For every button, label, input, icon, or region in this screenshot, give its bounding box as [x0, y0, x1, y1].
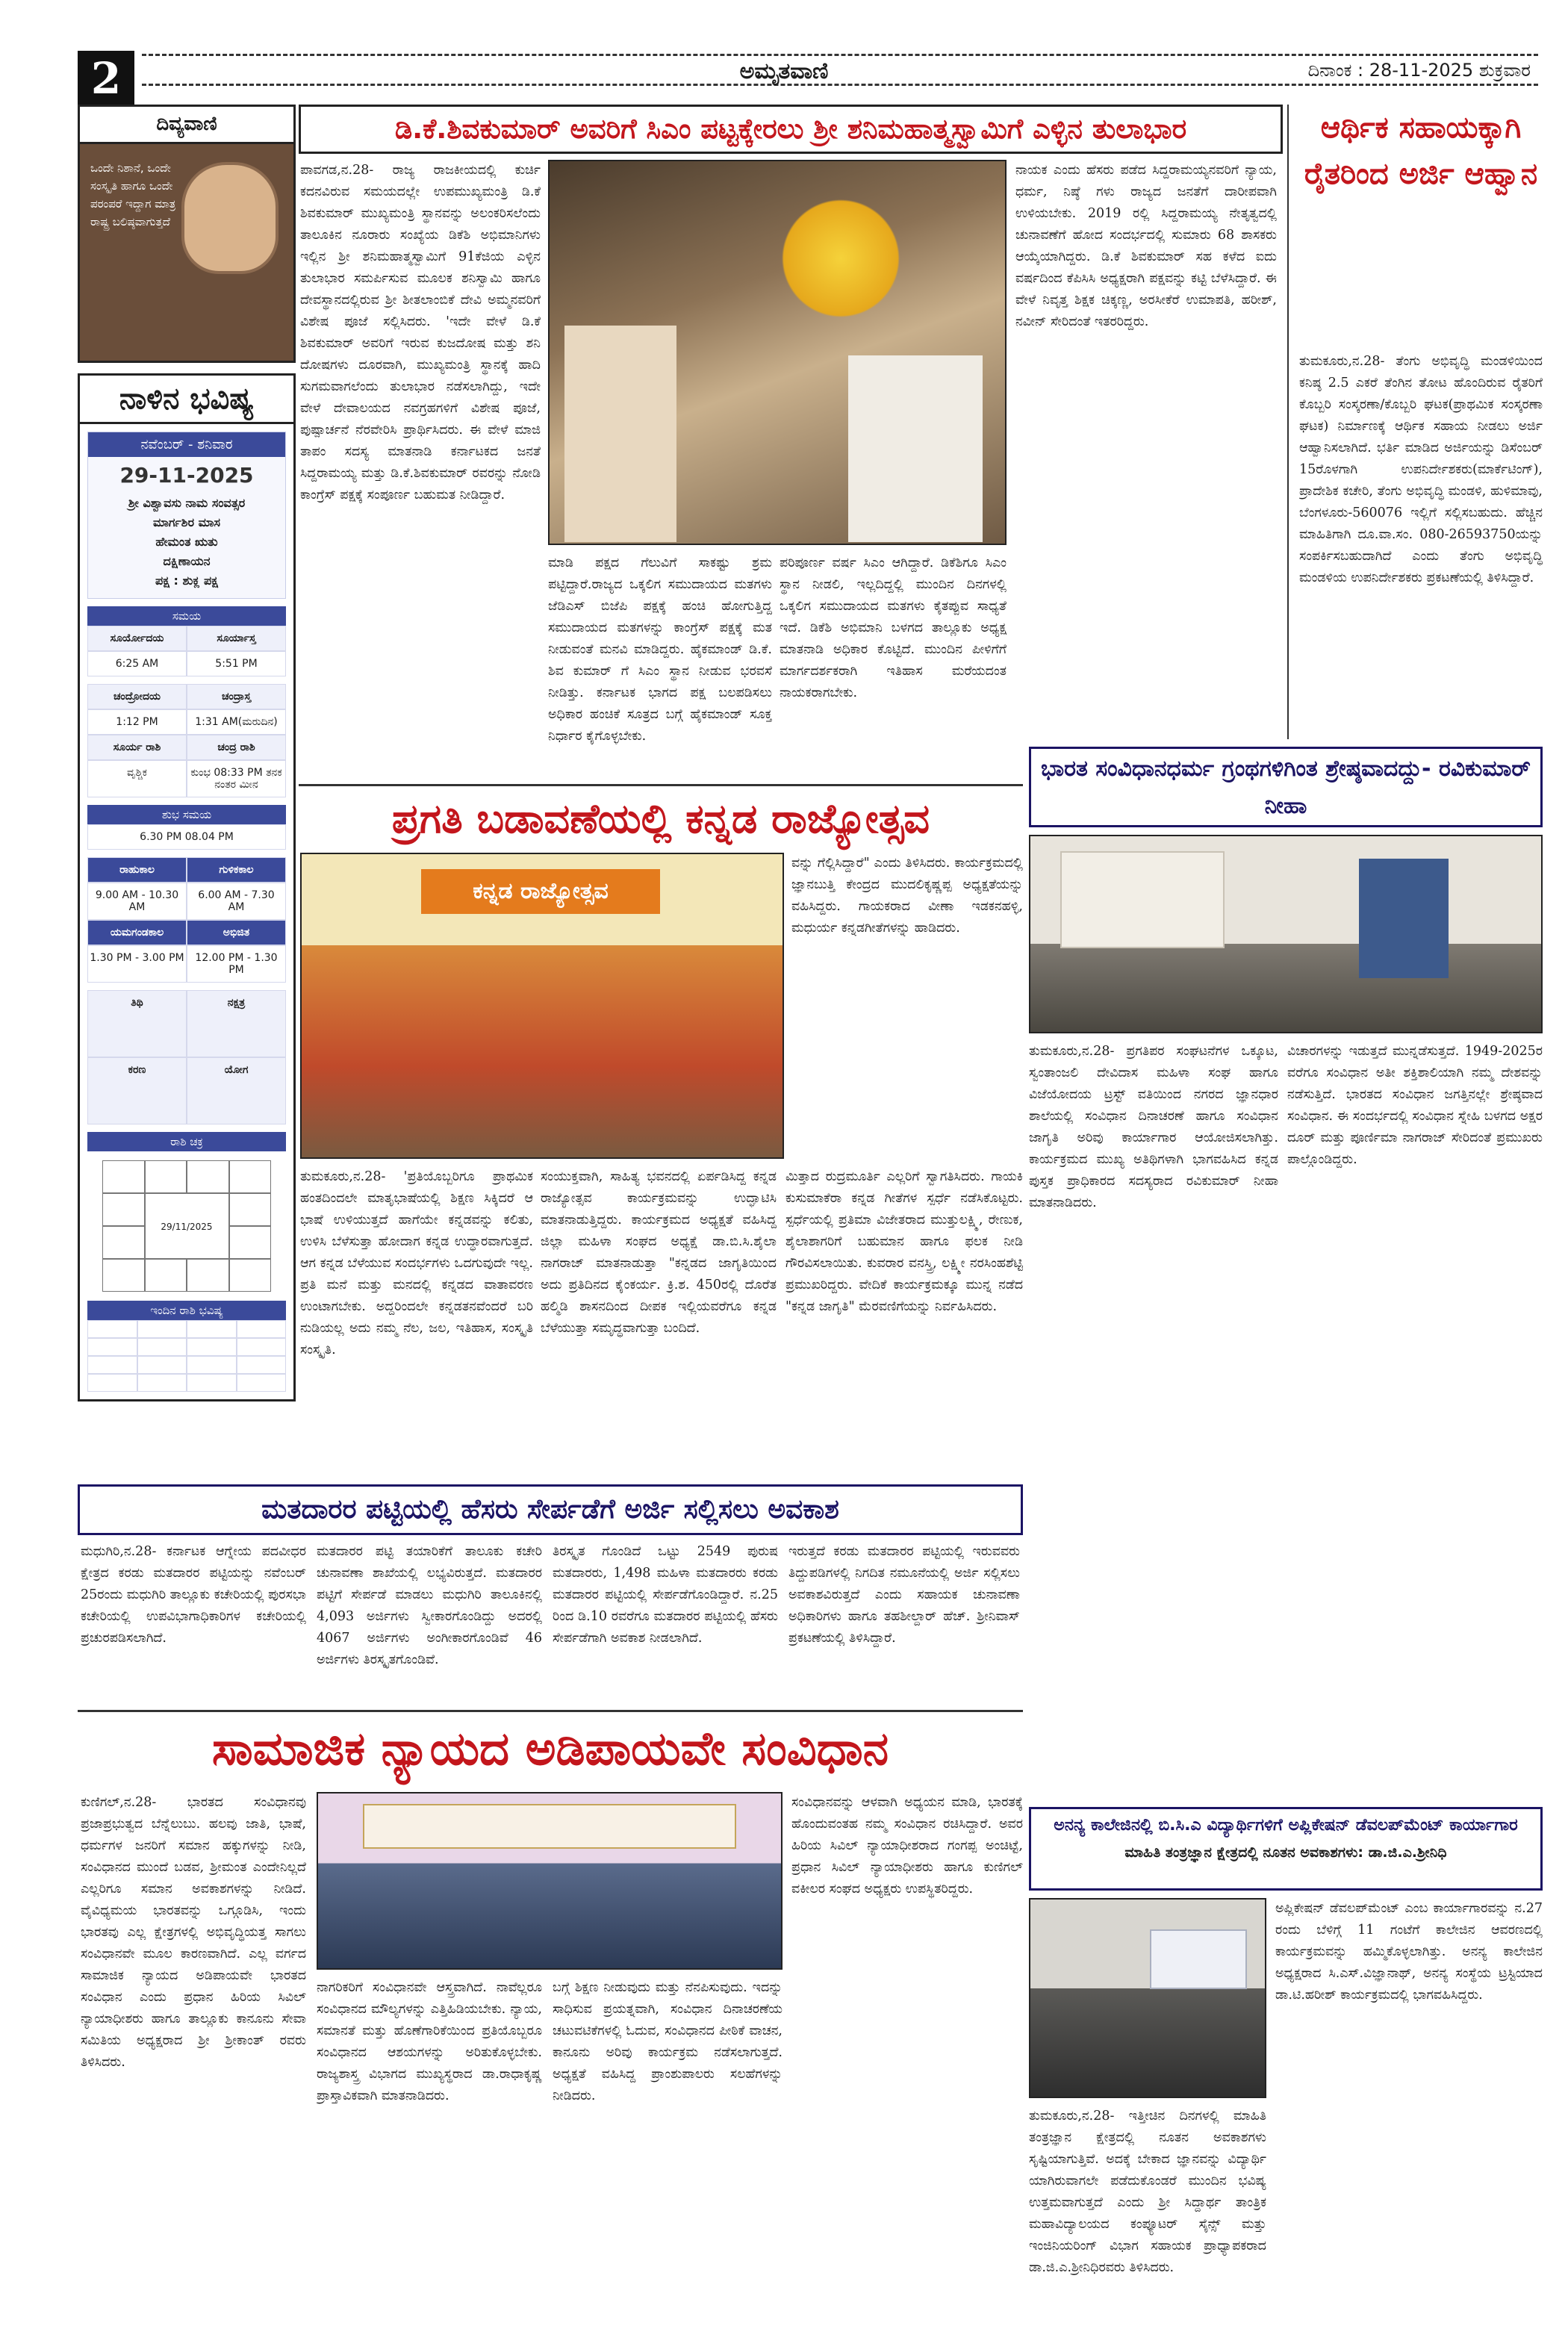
- rashi-table-cell: [187, 1320, 237, 1338]
- headline-ananya-box: [1029, 1807, 1543, 1891]
- article-samajika-col3: ಬಗ್ಗೆ ಶಿಕ್ಷಣ ನೀಡುವುದು ಮತ್ತು ನೆನಪಿಸುವುದು. ಇದನ್ನು ಸಾಧಿಸುವ ಪ್ರಯತ್ನವಾಗಿ, ಸಂವಿಧಾನ ದಿನಾಚರಣೆಯ ಚಟುವಟಿಕೆಗಳಲ್ಲಿ ಓದುವ, ಸಂವಿಧಾನದ ಪೀಠಿಕೆ ವಾಚನ, ಕಾನೂನು ಅರಿವು ಕಾರ್ಯಕ್ರಮ ನಡೆಸಲಾಗುತ್ತದೆ. ಅಧ್ಯಕ್ಷತೆ ವಹಿಸಿದ್ದ ಪ್ರಾಂಶುಪಾಲರು ಸಲಹೆಗಳನ್ನು ನೀಡಿದರು.: [553, 1980, 783, 2103]
- chandra-rashi-value: ಕುಂಭ 08:33 PM ತನಕ ನಂತರ ಮೀನ: [187, 760, 286, 797]
- article-samajika-col1: ಕುಣಿಗಲ್,ನ.28- ಭಾರತದ ಸಂವಿಧಾನವು ಪ್ರಜಾಪ್ರಭುತ್ವದ ಬೆನ್ನೆಲುಬು. ಹಲವು ಜಾತಿ, ಭಾಷೆ, ಧರ್ಮಗಳ ಜನರಿಗೆ ಸಮಾನ ಹಕ್ಕುಗಳನ್ನು ನೀಡಿ, ಸಂವಿಧಾನದ ಮುಂದೆ ಬಡವ, ಶ್ರೀಮಂತ ಎಂದೇನಿಲ್ಲದೆ ಎಲ್ಲರಿಗೂ ಸಮಾನ ಅವಕಾಶಗಳನ್ನು ನೀಡಿದೆ. ವೈವಿಧ್ಯಮಯ ಭಾರತವನ್ನು ಒಗ್ಗೂಡಿಸಿ, ಇಂದು ಭಾರತವು ಎಲ್ಲ ಕ್ಷೇತ್ರಗಳಲ್ಲಿ ಅಭಿವೃದ್ಧಿಯತ್ತ ಸಾಗಲು ಸಂವಿಧಾನವೇ ಮೂಲ ಕಾರಣವಾಗಿದೆ. ಎಲ್ಲ ವರ್ಗದ ಸಾಮಾಜಿಕ ನ್ಯಾಯದ ಅಡಿಪಾಯವೇ ಭಾರತದ ಸಂವಿಧಾನ ಎಂದು ಪ್ರಧಾನ ಹಿರಿಯ ಸಿವಿಲ್ ನ್ಯಾಯಾಧೀಶರು ಹಾಗೂ ತಾಲ್ಲೂಕು ಕಾನೂನು ಸೇವಾ ಸಮಿತಿಯ ಅಧ್ಯಕ್ಷರಾದ ಶ್ರೀ ಶ್ರೀಕಾಂತ್ ರವರು ತಿಳಿಸಿದರು.: [81, 1795, 306, 2070]
- ananya-photo: [1029, 1898, 1266, 2098]
- rashi-center: 29/11/2025: [145, 1193, 229, 1259]
- rashi-cell: [187, 1160, 229, 1193]
- rashi-cell: [229, 1226, 272, 1259]
- rashi-table-cell: [237, 1374, 287, 1392]
- sunrise-value: 6:25 AM: [87, 651, 187, 676]
- headline-samajika: ಸಾಮಾಜಿಕ ನ್ಯಾಯದ ಅಡಿಪಾಯವೇ ಸಂವಿಧಾನ: [211, 1721, 889, 1776]
- nakshatra-label: ನಕ್ಷತ್ರ: [187, 990, 286, 1057]
- divyavani-image: [80, 144, 293, 361]
- article-shivakumar-col3: ಪರಿಪೂರ್ಣ ವರ್ಷ ಸಿಎಂ ಆಗಿದ್ದಾರೆ. ಡಿಕೆಶಿಗೂ ಸಿಎಂ ಸ್ಥಾನ ನೀಡಲಿ, ಇಲ್ಲದಿದ್ದಲ್ಲಿ ಮುಂದಿನ ದಿನಗಳಲ್ಲಿ ಒಕ್ಕಲಿಗ ಸಮುದಾಯದ ಮತಗಳು ಕೈತಪ್ಪುವ ಸಾಧ್ಯತೆ ಇದೆ. ಡಿಕೆಶಿ ಅಭಿಮಾನಿ ಬಳಗದ ತಾಲ್ಲೂಕು ಅಧ್ಯಕ್ಷ ಮಾತನಾಡಿ ಅಧಿಕಾರ ಕೊಟ್ಟಿದೆ. ಮುಂದಿನ ಪೀಳಿಗೆಗೆ ಮಾರ್ಗದರ್ಶಕರಾಗಿ ಇತಿಹಾಸ ಮರೆಯದಂತ ನಾಯಕರಾಗಬೇಕು.: [780, 556, 1007, 700]
- sun-grid: [87, 626, 286, 676]
- banner-icon: [1060, 851, 1225, 948]
- rashi-table-cell: [137, 1320, 187, 1338]
- shubha-value: 6.30 PM 08.04 PM: [87, 824, 286, 850]
- rashi-table-cell: [237, 1356, 287, 1374]
- article-samvidhana-dharma-col2: ವಿಚಾರಗಳನ್ನು ಇಡುತ್ತದೆ ಮುನ್ನಡೆಸುತ್ತದೆ. 1949-2025ರ ವರೆಗೂ ಸಂವಿಧಾನ ಅತೀ ಶಕ್ತಿಶಾಲಿಯಾಗಿ ನಮ್ಮ ದೇಶವನ್ನು ನಡೆಸುತ್ತಿದೆ. ಭಾರತದ ಸಂವಿಧಾನ ಜಗತ್ತಿನಲ್ಲೇ ಶ್ರೇಷ್ಠವಾದ ಸಂವಿಧಾನ. ಈ ಸಂದರ್ಭದಲ್ಲಿ ಸಂವಿಧಾನ ಸ್ನೇಹಿ ಬಳಗದ ಅಕ್ಷರ ದೂರ್ ಮತ್ತು ಪೂರ್ಣಿಮಾ ನಾಗರಾಜ್ ಸೇರಿದಂತೆ ಪ್ರಮುಖರು ಪಾಲ್ಗೊಂಡಿದ್ದರು.: [1287, 1044, 1543, 1167]
- yama-value: 1.30 PM - 3.00 PM: [87, 945, 187, 983]
- rashi-chakra-label: ರಾಶಿ ಚಕ್ರ: [87, 1132, 286, 1151]
- panchanga-card: [87, 432, 286, 599]
- rashi-table-cell: [237, 1338, 287, 1356]
- rahu-label: ರಾಹುಕಾಲ: [87, 857, 187, 883]
- karana-label: ಕರಣ: [87, 1057, 187, 1124]
- panchanga-line: ಶ್ರೀ ವಿಶ್ವಾವಸು ನಾಮ ಸಂವತ್ಸರ: [128, 496, 246, 510]
- divyavani-box: [78, 105, 296, 363]
- rashi-table-cell: [87, 1338, 137, 1356]
- surya-rashi-label: ಸೂರ್ಯ ರಾಶಿ: [87, 735, 187, 760]
- tithi-label: ತಿಥಿ: [87, 990, 187, 1057]
- section-rule: [78, 1710, 1023, 1712]
- subhead-ananya: ಮಾಹಿತಿ ತಂತ್ರಜ್ಞಾನ ಕ್ಷೇತ್ರದಲ್ಲಿ ನೂತನ ಅವಕಾಶಗಳು: ಡಾ.ಜಿ.ಎ.ಶ್ರೀನಿಧಿ: [1124, 1844, 1447, 1861]
- panchanga-head: ನವೆಂಬರ್ - ಶನಿವಾರ: [88, 432, 285, 457]
- article-pragati-col2: ಸಂಯುಕ್ತವಾಗಿ, ಸಾಹಿತ್ಯ ಭವನದಲ್ಲಿ ಏರ್ಪಡಿಸಿದ್ದ ಕನ್ನಡ ರಾಜ್ಯೋತ್ಸವ ಕಾರ್ಯಕ್ರಮವನ್ನು ಉದ್ಘಾಟಿಸಿ ಮಾತನಾಡುತ್ತಿದ್ದರು. ಕಾರ್ಯಕ್ರಮದ ಅಧ್ಯಕ್ಷತೆ ವಹಿಸಿದ್ದ ಜಿಲ್ಲಾ ಮಹಿಳಾ ಸಂಘದ ಅಧ್ಯಕ್ಷೆ ಡಾ.ಬಿ.ಸಿ.ಶೈಲಾ ನಾಗರಾಜ್ ಮಾತನಾಡುತ್ತಾ "ಕನ್ನಡದ ಜಾಗೃತಿಯಿಂದ ಅದು ಪ್ರತಿದಿನದ ಕೈಂಕರ್ಯ. ಕ್ರಿ.ಶ. 450ರಲ್ಲಿ ದೊರೆತ ಹಲ್ಮಿಡಿ ಶಾಸನದಿಂದ ದೀಪಕ ಇಲ್ಲಿಯವರೆಗೂ ಕನ್ನಡ ಬೆಳೆಯುತ್ತಾ ಸಮೃದ್ಧವಾಗುತ್ತಾ ಬಂದಿದೆ.: [541, 1169, 777, 1336]
- rashi-table-cell: [87, 1320, 137, 1338]
- article-samvidhana-dharma-col1: ತುಮಕೂರು,ನ.28- ಪ್ರಗತಿಪರ ಸಂಘಟನೆಗಳ ಒಕ್ಕೂಟ, ಸ್ವಂತಾಂಜಲಿ ದೇವಿದಾಸ ಮಹಿಳಾ ಸಂಘ ಹಾಗೂ ವಿಜೆಯೋದಯ ಟ್ರಸ್ಟ್ ವತಿಯಿಂದ ನಗರದ ಜ್ಞಾನಧಾರ ಶಾಲೆಯಲ್ಲಿ ಸಂವಿಧಾನ ದಿನಾಚರಣೆ ಹಾಗೂ ಸಂವಿಧಾನ ಜಾಗೃತಿ ಅರಿವು ಕಾರ್ಯಾಗಾರ ಆಯೋಜಿಸಲಾಗಿತ್ತು. ಕಾರ್ಯಕ್ರಮದ ಮುಖ್ಯ ಅತಿಥಿಗಳಾಗಿ ಭಾಗವಹಿಸಿದ ಕನ್ನಡ ಪುಸ್ತಕ ಪ್ರಾಧಿಕಾರದ ಸದಸ್ಯರಾದ ರವಿಕುಮಾರ್ ನೀಹಾ ಮಾತನಾಡಿದರು.: [1029, 1044, 1278, 1210]
- portrait-icon: [181, 162, 279, 274]
- masthead-rule-top: [142, 54, 1538, 56]
- rashi-table-cell: [87, 1374, 137, 1392]
- panchanga-line: ದಕ್ಷಿಣಾಯನ: [163, 554, 211, 568]
- garland-icon: [774, 191, 908, 326]
- samvidhana-photo: [1029, 835, 1543, 1033]
- person-figure-icon: [564, 326, 676, 542]
- panchanga-line: ಪಕ್ಷ : ಶುಕ್ಲ ಪಕ್ಷ: [155, 573, 218, 588]
- article-shivakumar-col2: ಮಾಡಿ ಪಕ್ಷದ ಗೆಲುವಿಗೆ ಸಾಕಷ್ಟು ಶ್ರಮ ಪಟ್ಟಿದ್ದಾರೆ.ರಾಜ್ಯದ ಒಕ್ಕಲಿಗ ಸಮುದಾಯದ ಮತಗಳು ಜೆಡಿಎಸ್ ಬಿಜೆಪಿ ಪಕ್ಷಕ್ಕೆ ಹಂಚಿ ಹೋಗುತ್ತಿದ್ದ ಸಮುದಾಯದ ಮತಗಳನ್ನು ಕಾಂಗ್ರೆಸ್ ಪಕ್ಷಕ್ಕೆ ಮತ ನೀಡುವಂತೆ ಮನವಿ ಮಾಡಿದ್ದರು. ಹೈಕಮಾಂಡ್ ಡಿ.ಕೆ. ಶಿವ ಕುಮಾರ್ ಗೆ ಸಿಎಂ ಸ್ಥಾನ ನೀಡುವ ಭರವಸೆ ನೀಡಿತ್ತು. ಕರ್ನಾಟಕ ಭಾಗದ ಪಕ್ಷ ಬಲಪಡಿಸಲು ಅಧಿಕಾರ ಹಂಚಿಕೆ ಸೂತ್ರದ ಬಗ್ಗೆ ಹೈಕಮಾಂಡ್ ಸೂಕ್ತ ನಿರ್ಧಾರ ಕೈಗೊಳ್ಳಬೇಕು.: [548, 556, 772, 744]
- abhijit-label: ಅಭಿಜಿತ: [187, 920, 286, 945]
- yama-label: ಯಮಗಂಡಕಾಲ: [87, 920, 187, 945]
- article-samajika-col2: ನಾಗರಿಕರಿಗೆ ಸಂವಿಧಾನವೇ ಆಸ್ತ್ರವಾಗಿದೆ. ನಾವೆಲ್ಲರೂ ಸಂವಿಧಾನದ ಮೌಲ್ಯಗಳನ್ನು ಎತ್ತಿಹಿಡಿಯಬೇಕು. ನ್ಯಾಯ, ಸಮಾನತೆ ಮತ್ತು ಹೊಣೆಗಾರಿಕೆಯಿಂದ ಪ್ರತಿಯೊಬ್ಬರೂ ಸಂವಿಧಾನದ ಆಶಯಗಳನ್ನು ಅರಿತುಕೊಳ್ಳಬೇಕು. ರಾಜ್ಯಶಾಸ್ತ್ರ ವಿಭಾಗದ ಮುಖ್ಯಸ್ಥರಾದ ಡಾ.ರಾಧಾಕೃಷ್ಣ ಪ್ರಾಸ್ತಾವಿಕವಾಗಿ ಮಾತನಾಡಿದರು.: [317, 1980, 542, 2103]
- rahu-value: 9.00 AM - 10.30 AM: [87, 883, 187, 920]
- gulika-value: 6.00 AM - 7.30 AM: [187, 883, 286, 920]
- article-rythara-body: ತುಮಕೂರು,ನ.28- ತೆಂಗು ಅಭಿವೃದ್ಧಿ ಮಂಡಳಿಯಿಂದ ಕನಿಷ್ಠ 2.5 ಎಕರೆ ತೆಂಗಿನ ತೋಟ ಹೊಂದಿರುವ ರೈತರಿಗೆ ಕೊಬ್ಬರಿ ಸಂಸ್ಕರಣಾ/ಕೊಬ್ಬರಿ ಘಟಕ(ಪ್ರಾಥಮಿಕ ಸಂಸ್ಕರಣಾ ಘಟಕ) ನಿರ್ಮಾಣಕ್ಕೆ ಆರ್ಥಿಕ ಸಹಾಯ ನೀಡಲು ಅರ್ಜಿ ಆಹ್ವಾನಿಸಲಾಗಿದೆ. ಭರ್ತಿ ಮಾಡಿದ ಅರ್ಜಿಯನ್ನು ಡಿಸೆಂಬರ್ 15ರೊಳಗಾಗಿ ಉಪನಿರ್ದೇಶಕರು(ಮಾರ್ಕೆಟಿಂಗ್), ಪ್ರಾದೇಶಿಕ ಕಚೇರಿ, ತೆಂಗು ಅಭಿವೃದ್ಧಿ ಮಂಡಳಿ, ಹುಳಿಮಾವು, ಬೆಂಗಳೂರು-560076 ಇಲ್ಲಿಗೆ ಸಲ್ಲಿಸಬಹುದು. ಹೆಚ್ಚಿನ ಮಾಹಿತಿಗಾಗಿ ದೂ.ವಾ.ಸಂ. 080-26593750ಯನ್ನು ಸಂಪರ್ಕಿಸಬಹುದಾಗಿದೆ ಎಂದು ತೆಂಗು ಅಭಿವೃದ್ಧಿ ಮಂಡಳಿಯ ಉಪನಿರ್ದೇಶಕರು ಪ್ರಕಟಣೆಯಲ್ಲಿ ತಿಳಿಸಿದ್ದಾರೆ.: [1299, 354, 1543, 585]
- article-ananya-col1: ತುಮಕೂರು,ನ.28- ಇತ್ತೀಚಿನ ದಿನಗಳಲ್ಲಿ ಮಾಹಿತಿ ತಂತ್ರಜ್ಞಾನ ಕ್ಷೇತ್ರದಲ್ಲಿ ನೂತನ ಅವಕಾಶಗಳು ಸೃಷ್ಟಿಯಾಗುತ್ತಿವೆ. ಅದಕ್ಕೆ ಬೇಕಾದ ಜ್ಞಾನವನ್ನು ವಿದ್ಯಾರ್ಥಿ ಯಾಗಿರುವಾಗಲೇ ಪಡೆದುಕೊಂಡರೆ ಮುಂದಿನ ಭವಿಷ್ಯ ಉತ್ತಮವಾಗುತ್ತದೆ ಎಂದು ಶ್ರೀ ಸಿದ್ದಾರ್ಥ ತಾಂತ್ರಿಕ ಮಹಾವಿದ್ಯಾಲಯದ ಕಂಪ್ಯೂಟರ್ ಸೈನ್ಸ್ ಮತ್ತು ಇಂಜಿನಿಯರಿಂಗ್ ವಿಭಾಗ ಸಹಾಯಕ ಪ್ರಾಧ್ಯಾಪಕರಾದ ಡಾ.ಜಿ.ಎ.ಶ್ರೀನಿಧಿರವರು ತಿಳಿಸಿದರು.: [1029, 2109, 1266, 2275]
- rashi-table-cell: [137, 1338, 187, 1356]
- person-figure-icon: [1359, 859, 1449, 978]
- rashi-table-cell: [137, 1374, 187, 1392]
- paper-name: ಅಮೃತವಾಣಿ: [739, 58, 829, 84]
- headline-shivakumar: ಡಿ.ಕೆ.ಶಿವಕುಮಾರ್ ಅವರಿಗೆ ಸಿಎಂ ಪಟ್ಟಕ್ಕೇರಲು ಶ್ರೀ ಶನಿಮಹಾತ್ಮಸ್ವಾಮಿಗೆ ಎಳ್ಳಿನ ತುಲಾಭಾರ: [299, 105, 1283, 154]
- section-label: ಸಮಯ: [87, 606, 286, 626]
- chandra-rashi-label: ಚಂದ್ರ ರಾಶಿ: [187, 735, 286, 760]
- shivakumar-photo: [548, 160, 1007, 545]
- moon-grid: [87, 684, 286, 797]
- today-rashi-label: ಇಂದಿನ ರಾಶಿ ಭವಿಷ್ಯ: [87, 1301, 286, 1320]
- banner-icon: [363, 1804, 736, 1849]
- panchanga-line: ಮಾರ್ಗಶಿರ ಮಾಸ: [153, 515, 220, 529]
- projector-screen-icon: [1150, 1929, 1247, 1989]
- headline-matadarara: ಮತದಾರರ ಪಟ್ಟಿಯಲ್ಲಿ ಹೆಸರು ಸೇರ್ಪಡೆಗೆ ಅರ್ಜಿ ಸಲ್ಲಿಸಲು ಅವಕಾಶ: [78, 1484, 1023, 1535]
- page-number: 2: [78, 51, 134, 106]
- rashi-cell: [102, 1259, 145, 1292]
- rashi-table-cell: [187, 1338, 237, 1356]
- rashi-cell: [229, 1160, 272, 1193]
- samajika-photo: [317, 1792, 783, 1970]
- headline-ananya: ಅನನ್ಯ ಕಾಲೇಜಿನಲ್ಲಿ ಬಿ.ಸಿ.ಎ ವಿದ್ಯಾರ್ಥಿಗಳಿಗೆ ಅಪ್ಲಿಕೇಷನ್ ಡೆವಲಪ್‌ಮೆಂಟ್ ಕಾರ್ಯಾಗಾರ: [1054, 1816, 1518, 1835]
- moonrise-value: 1:12 PM: [87, 709, 187, 735]
- divyavani-title: ದಿವ್ಯವಾಣಿ: [80, 107, 293, 144]
- tithi-grid: [87, 990, 286, 1124]
- article-pragati-col3: ಮಿತ್ತಾದ ರುದ್ರಮೂರ್ತಿ ಎಲ್ಲರಿಗೆ ಸ್ವಾಗತಿಸಿದರು. ಗಾಯಕಿ ಕುಸುಮಾಕೆರಾ ಕನ್ನಡ ಗೀತೆಗಳ ಸ್ಪರ್ಧೆ ನಡೆಸಿಕೊಟ್ಟರು. ಸ್ಪರ್ಧೆಯಲ್ಲಿ ಪ್ರತಿಮಾ ವಿಜೇತರಾದ ಮುತ್ತುಲಕ್ಷ್ಮಿ, ರೇಣುಕ, ಶೈಲಾಶಾಗರಿಗೆ ಬಹುಮಾನ ಹಾಗೂ ಫಲಕ ನೀಡಿ ಗೌರವಿಸಲಾಯಿತು. ಕುವರಾರ ವನಸ್ತ್ರಿ, ಲಕ್ಷ್ಮೀ ನರಸಿಂಹಶೆಟ್ಟಿ ಪ್ರಮುಖರಿದ್ದರು. ವೇದಿಕೆ ಕಾರ್ಯಕ್ರಮಕ್ಕೂ ಮುನ್ನ ನಡೆದ "ಕನ್ನಡ ಜಾಗೃತಿ" ಮೆರವಣಿಗೆಯನ್ನು ನಿರ್ವಹಿಸಿದರು.: [785, 1169, 1023, 1314]
- shubha-grid: [87, 824, 286, 850]
- rashi-table-cell: [187, 1374, 237, 1392]
- divyavani-quote: ಒಂದೇ ನಿಶಾನೆ, ಒಂದೇ ಸಂಸ್ಕೃತಿ ಹಾಗೂ ಒಂದೇ ಪರಂಪರೆ ಇದ್ದಾಗ ಮಾತ್ರ ರಾಷ್ಟ್ರ ಬಲಿಷ್ಠವಾಗುತ್ತದೆ: [90, 161, 176, 228]
- rashi-cell: [229, 1259, 272, 1292]
- sunset-label: ಸೂರ್ಯಾಸ್ತ: [187, 626, 286, 651]
- panchanga-date: 29-11-2025: [119, 463, 254, 488]
- abhijit-value: 12.00 PM - 1.30 PM: [187, 945, 286, 983]
- timings-panel: [87, 606, 286, 1392]
- kala-grid: [87, 857, 286, 983]
- rashi-cell: [229, 1193, 272, 1226]
- section-rule: [299, 784, 1023, 786]
- headline-samvidhana-dharma: ಭಾರತ ಸಂವಿಧಾನಧರ್ಮ ಗ್ರಂಥಗಳಿಗಿಂತ ಶ್ರೇಷ್ಠವಾದದ್ದು- ರವಿಕುಮಾರ್ ನೀಹಾ: [1029, 747, 1543, 827]
- headline-pragati: ಪ್ರಗತಿ ಬಡಾವಣೆಯಲ್ಲಿ ಕನ್ನಡ ರಾಜ್ಯೋತ್ಸವ: [391, 795, 930, 842]
- rashi-table-cell: [87, 1356, 137, 1374]
- person-figure-icon: [848, 355, 983, 542]
- rashi-cell: [102, 1226, 145, 1259]
- rashi-cell: [102, 1160, 145, 1193]
- article-shivakumar-col4: ನಾಯಕ ಎಂದು ಹೆಸರು ಪಡೆದ ಸಿದ್ದರಾಮಯ್ಯನವರಿಗೆ ನ್ಯಾಯ, ಧರ್ಮ, ನಿಷ್ಠೆ ಗಳು ರಾಜ್ಯದ ಜನತೆಗೆ ದಾರೀಪವಾಗಿ ಉಳಿಯಬೇಕು. 2019 ರಲ್ಲಿ ಸಿದ್ದರಾಮಯ್ಯ ನೇತೃತ್ವದಲ್ಲಿ ಚುನಾವಣೆಗೆ ಹೋದ ಸಂದರ್ಭದಲ್ಲಿ ಸುಮಾರು 68 ಶಾಸಕರು ಆಯ್ಕೆಯಾಗಿದ್ದರು. ಡಿ.ಕೆ ಶಿವಕುಮಾರ್ ಸಹ ಕಳೆದ ಐದು ವರ್ಷದಿಂದ ಕೆಪಿಸಿಸಿ ಅಧ್ಯಕ್ಷರಾಗಿ ಪಕ್ಷವನ್ನು ಕಟ್ಟಿ ಬೆಳೆಸಿದ್ದಾರೆ. ಈ ವೇಳೆ ನಿವೃತ್ತ ಶಿಕ್ಷಕ ಚಿಕ್ಕಣ್ಣ, ಅರಸೀಕೆರೆ ಉಮಾಪತಿ, ಹರೀಶ್, ನವೀನ್ ಸೇರಿದಂತೆ ಇತರರಿದ್ದರು.: [1015, 163, 1277, 329]
- sunset-value: 5:51 PM: [187, 651, 286, 676]
- rashi-cell: [145, 1160, 187, 1193]
- panchanga-line: ಹೇಮಂತ ಋತು: [155, 535, 218, 549]
- rashi-cell: [145, 1259, 187, 1292]
- rashi-table-cell: [137, 1356, 187, 1374]
- yoga-label: ಯೋಗ: [187, 1057, 286, 1124]
- article-ananya-col2: ಅಪ್ಲಿಕೇಷನ್ ಡೆವಲಪ್‌ಮೆಂಟ್ ಎಂಬ ಕಾರ್ಯಾಗಾರವನ್ನು ನ.27 ರಂದು ಬೆಳಿಗ್ಗೆ 11 ಗಂಟೆಗೆ ಕಾಲೇಜಿನ ಆವರಣದಲ್ಲಿ ಕಾರ್ಯಕ್ರಮವನ್ನು ಹಮ್ಮಿಕೊಳ್ಳಲಾಗಿತ್ತು. ಅನನ್ಯ ಕಾಲೇಜಿನ ಅಧ್ಯಕ್ಷರಾದ ಸಿ.ಎಸ್.ವಿಜ್ಞಾನಾಥ್, ಅನನ್ಯ ಸಂಸ್ಥೆಯ ಟ್ರಸ್ಟಿಯಾದ ಡಾ.ಟಿ.ಹರೀಶ್ ಕಾರ್ಯಕ್ರಮದಲ್ಲಿ ಭಾಗವಹಿಸಿದ್ದರು.: [1275, 1901, 1543, 2003]
- pragati-photo: [300, 853, 784, 1159]
- dateline: ದಿನಾಂಕ : 28-11-2025 ಶುಕ್ರವಾರ: [1307, 60, 1531, 81]
- gulika-label: ಗುಳಿಕಕಾಲ: [187, 857, 286, 883]
- article-pragati-tail: ವನ್ನು ಗೆಲ್ಲಿಸಿದ್ದಾರೆ" ಎಂದು ತಿಳಿಸಿದರು. ಕಾರ್ಯಕ್ರಮದಲ್ಲಿ ಜ್ಞಾನಬುತ್ತಿ ಕೇಂದ್ರದ ಮುದಲಿಕೃಷ್ಣಪ್ಪ ಅಧ್ಯಕ್ಷತೆಯನ್ನು ವಹಿಸಿದ್ದರು. ಗಾಯಕರಾದ ವೀಣಾ ಇಡಕನಹಳ್ಳಿ, ಮಧುರ್ಯ ಕನ್ನಡಗೀತೆಗಳನ್ನು ಹಾಡಿದರು.: [791, 856, 1023, 936]
- article-matadarara-col3: ತಿರಸ್ಕೃತ ಗೊಂಡಿದೆ ಒಟ್ಟು 2549 ಪುರುಷ ಮತದಾರರು, 1,498 ಮಹಿಳಾ ಮತದಾರರು ಕರಡು ಮತದಾರರ ಪಟ್ಟಿಯಲ್ಲಿ ಸೇರ್ಪಡೆಗೊಂಡಿದ್ದಾರೆ. ನ.25 ರಿಂದ ಡಿ.10 ರವರೆಗೂ ಮತದಾರರ ಪಟ್ಟಿಯಲ್ಲಿ ಹೆಸರು ಸೇರ್ಪಡೆಗಾಗಿ ಅವಕಾಶ ನೀಡಲಾಗಿದೆ.: [553, 1544, 778, 1646]
- rashi-table: [87, 1320, 286, 1392]
- bhavishya-box: [78, 373, 296, 1401]
- bhavishya-title: ನಾಳಿನ ಭವಿಷ್ಯ: [80, 376, 293, 424]
- moonset-value: 1:31 AM(ಮರುದಿನ): [187, 709, 286, 735]
- surya-rashi-value: ವೃಶ್ಚಿಕ: [87, 760, 187, 797]
- article-samajika-col4: ಸಂವಿಧಾನವನ್ನು ಆಳವಾಗಿ ಅಧ್ಯಯನ ಮಾಡಿ, ಭಾರತಕ್ಕೆ ಹೊಂದುವಂತಹ ನಮ್ಮ ಸಂವಿಧಾನ ರಚಿಸಿದ್ದಾರೆ. ಅವರ ಹಿರಿಯ ಸಿವಿಲ್ ನ್ಯಾಯಾಧೀಶರಾದ ಗಂಗಪ್ಪ ಅಂಚಿಟ್ಟೆ, ಪ್ರಧಾನ ಸಿವಿಲ್ ನ್ಯಾಯಾಧೀಶರು ಹಾಗೂ ಕುಣಿಗಲ್ ವಕೀಲರ ಸಂಘದ ಅಧ್ಯಕ್ಷರು ಉಪಸ್ಥಿತರಿದ್ದರು.: [791, 1795, 1023, 1897]
- article-matadarara-col2: ಮತದಾರರ ಪಟ್ಟಿ ತಯಾರಿಕೆಗೆ ತಾಲೂಕು ಕಚೇರಿ ಚುನಾವಣಾ ಶಾಖೆಯಲ್ಲಿ ಲಭ್ಯವಿರುತ್ತದೆ. ಮತದಾರರ ಪಟ್ಟಿಗೆ ಸೇರ್ಪಡೆ ಮಾಡಲು ಮಧುಗಿರಿ ತಾಲೂಕಿನಲ್ಲಿ 4,093 ಅರ್ಜಿಗಳು ಸ್ವೀಕಾರಗೊಂಡಿದ್ದು ಅದರಲ್ಲಿ 4067 ಅರ್ಜಿಗಳು ಅಂಗೀಕಾರಗೊಂಡಿವೆ 46 ಅರ್ಜಿಗಳು ತಿರಸ್ಕೃತಗೊಂಡಿವೆ.: [317, 1544, 542, 1667]
- panchanga-details: [88, 491, 285, 598]
- rashi-chakra: [102, 1160, 271, 1292]
- moonrise-label: ಚಂದ್ರೋದಯ: [87, 684, 187, 709]
- article-pragati-col1: ತುಮಕೂರು,ನ.28- 'ಪ್ರತಿಯೊಬ್ಬರಿಗೂ ಪ್ರಾಥಮಿಕ ಹಂತದಿಂದಲೇ ಮಾತೃಭಾಷೆಯಲ್ಲಿ ಶಿಕ್ಷಣ ಸಿಕ್ಕಿದರೆ ಆ ಭಾಷೆ ಉಳಿಯುತ್ತದೆ ಹಾಗೆಯೇ ಕನ್ನಡವನ್ನು ಕಲಿತು, ಉಳಿಸಿ ಬೆಳೆಸುತ್ತಾ ಹೋದಾಗ ಕನ್ನಡ ಉದ್ಧಾರವಾಗುತ್ತದೆ. ಆಗ ಕನ್ನಡ ಬೆಳೆಯುವ ಸಂದರ್ಭಗಳು ಒದಗುವುದೇ ಇಲ್ಲ. ಪ್ರತಿ ಮನೆ ಮತ್ತು ಮನದಲ್ಲಿ ಕನ್ನಡದ ವಾತಾವರಣ ಉಂಟಾಗಬೇಕು. ಅದ್ದರಿಂದಲೇ ಕನ್ನಡತನವೆಂದರೆ ಬರಿ ನುಡಿಯಲ್ಲ ಅದು ನಮ್ಮ ನೆಲ, ಜಲ, ಇತಿಹಾಸ, ಸಂಸ್ಕೃತಿ ಸಂಸ್ಕೃತಿ.: [300, 1169, 533, 1357]
- rashi-cell: [187, 1259, 229, 1292]
- moonset-label: ಚಂದ್ರಾಸ್ತ: [187, 684, 286, 709]
- article-shivakumar-col1: ಪಾವಗಡ,ನ.28- ರಾಜ್ಯ ರಾಜಕೀಯದಲ್ಲಿ ಕುರ್ಚಿ ಕದನವಿರುವ ಸಮಯದಲ್ಲೇ ಉಪಮುಖ್ಯಮಂತ್ರಿ ಡಿ.ಕೆ ಶಿವಕುಮಾರ್ ಮುಖ್ಯಮಂತ್ರಿ ಸ್ಥಾನವನ್ನು ಅಲಂಕರಿಸಲೆಂದು ತಾಲೂಕಿನ ನೂರಾರು ಸಂಖ್ಯೆಯ ಡಿಕೆಶಿ ಅಭಿಮಾನಿಗಳು ಇಲ್ಲಿನ ಶ್ರೀ ಶನಿಮಹಾತ್ಮಸ್ವಾಮಿಗೆ 91ಕೆಜಿಯ ಎಳ್ಳಿನ ತುಲಾಭಾರ ಸಮರ್ಪಿಸುವ ಮೂಲಕ ಶನಿಸ್ವಾಮಿ ಹಾಗೂ ದೇವಸ್ಥಾನದಲ್ಲಿರುವ ಶ್ರೀ ಶೀತಲಾಂಬಿಕೆ ದೇವಿ ಅಮ್ಮನವರಿಗೆ ವಿಶೇಷ ಪೂಜೆ ಸಲ್ಲಿಸಿದರು. 'ಇದೇ ವೇಳೆ ಡಿ.ಕೆ ಶಿವಕುಮಾರ್ ಅವರಿಗೆ ಇರುವ ಕುಜದೋಷ ಮತ್ತು ಶನಿ ದೋಷಗಳು ದೂರವಾಗಿ, ಮುಖ್ಯಮಂತ್ರಿ ಸ್ಥಾನಕ್ಕೆ ಹಾದಿ ಸುಗಮವಾಗಲೆಂದು ತುಲಾಭಾರ ನಡೆಸಲಾಗಿದ್ದು, ಇದೇ ವೇಳೆ ದೇವಾಲಯದ ನವಗ್ರಹಗಳಿಗೆ ವಿಶೇಷ ಪೂಜೆ, ಪುಷ್ಪಾರ್ಚನೆ ನೆರವೇರಿಸಿ ಪ್ರಾರ್ಥಿಸಿದರು. ಈ ವೇಳೆ ಮಾಜಿ ತಾಪಂ ಸದಸ್ಯ ಮಾತನಾಡಿ ಕರ್ನಾಟಕದ ಜನತೆ ಸಿದ್ದರಾಮಯ್ಯ ಮತ್ತು ಡಿ.ಕೆ.ಶಿವಕುಮಾರ್ ರವರನ್ನು ನೋಡಿ ಕಾಂಗ್ರೆಸ್ ಪಕ್ಷಕ್ಕೆ ಸಂಪೂರ್ಣ ಬಹುಮತ ನೀಡಿದ್ದಾರೆ.: [300, 163, 541, 503]
- article-matadarara-col4: ಇರುತ್ತದೆ ಕರಡು ಮತದಾರರ ಪಟ್ಟಿಯಲ್ಲಿ ಇರುವವರು ತಿದ್ದುಪಡಿಗಳಲ್ಲಿ ನಿಗದಿತ ನಮೂನೆಯಲ್ಲಿ ಅರ್ಜಿ ಸಲ್ಲಿಸಲು ಅವಕಾಶವಿರುತ್ತದೆ ಎಂದು ಸಹಾಯಕ ಚುನಾವಣಾ ಅಧಿಕಾರಿಗಳು ಹಾಗೂ ತಹಶೀಲ್ದಾರ್ ಹೆಚ್. ಶ್ರೀನಿವಾಸ್ ಪ್ರಕಟಣೆಯಲ್ಲಿ ತಿಳಿಸಿದ್ದಾರೆ.: [788, 1544, 1020, 1646]
- headline-rythara: ಆರ್ಥಿಕ ಸಹಾಯಕ್ಕಾಗಿ ರೈತರಿಂದ ಅರ್ಜಿ ಆಹ್ವಾನ: [1304, 111, 1538, 191]
- rajyotsava-banner: ಕನ್ನಡ ರಾಜ್ಯೋತ್ಸವ: [421, 869, 660, 914]
- rashi-table-cell: [237, 1320, 287, 1338]
- left-column: [78, 105, 296, 1412]
- rashi-table-cell: [187, 1356, 237, 1374]
- sunrise-label: ಸೂರ್ಯೋದಯ: [87, 626, 187, 651]
- article-matadarara-col1: ಮಧುಗಿರಿ,ನ.28- ಕರ್ನಾಟಕ ಆಗ್ನೇಯ ಪದವೀಧರ ಕ್ಷೇತ್ರದ ಕರಡು ಮತದಾರರ ಪಟ್ಟಿಯನ್ನು ನವೆಂಬರ್ 25ರಂದು ಮಧುಗಿರಿ ತಾಲ್ಲೂಕು ಕಚೇರಿಯಲ್ಲಿ ಪುರಸಭಾ ಕಚೇರಿಯಲ್ಲಿ ಉಪವಿಭಾಗಾಧಿಕಾರಿಗಳ ಕಚೇರಿಯಲ್ಲಿ ಪ್ರಚುರಪಡಿಸಲಾಗಿದೆ.: [81, 1544, 306, 1646]
- column-rule: [1287, 105, 1289, 739]
- rashi-cell: [102, 1193, 145, 1226]
- shubha-label: ಶುಭ ಸಮಯ: [87, 805, 286, 824]
